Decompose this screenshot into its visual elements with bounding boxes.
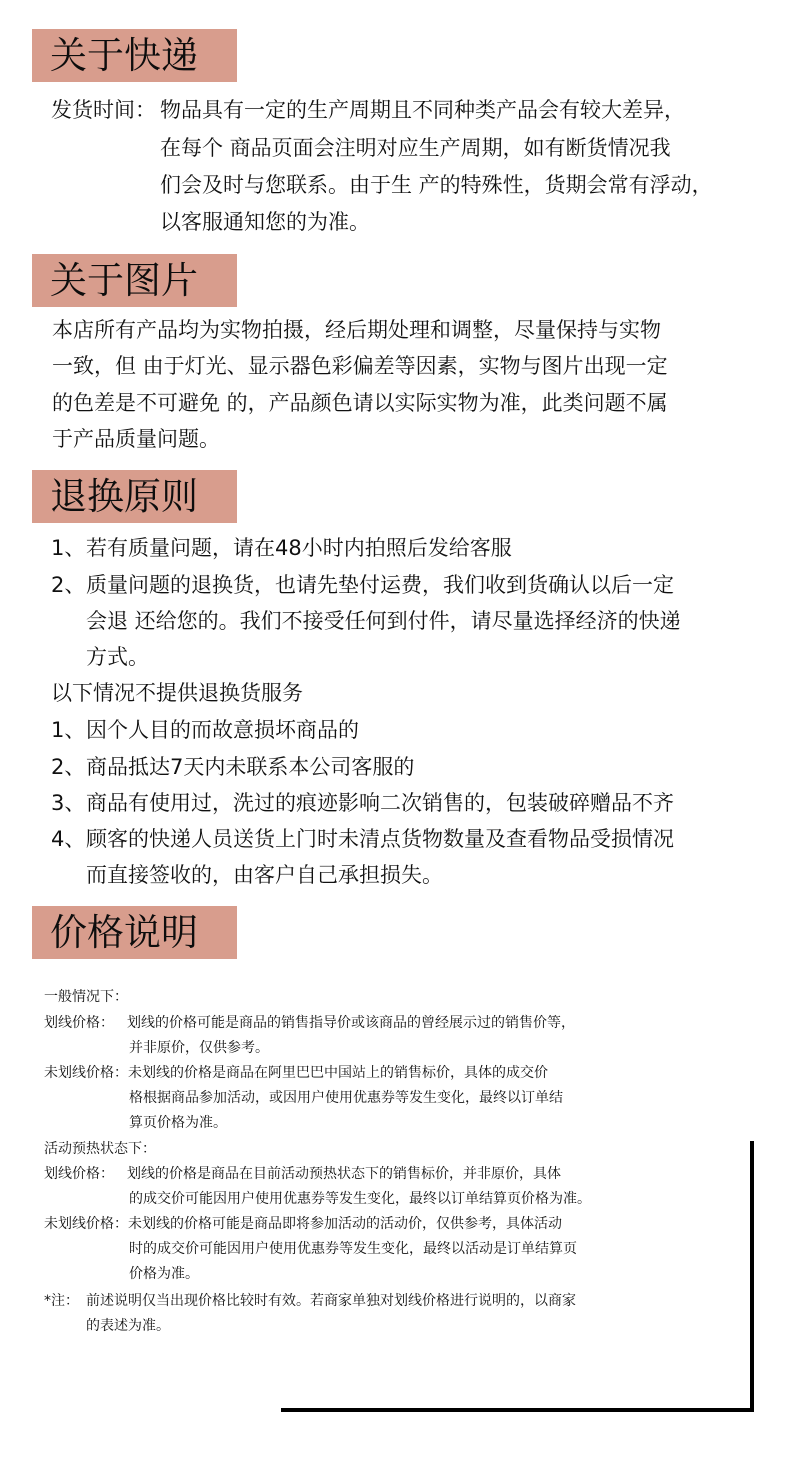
pricing-text: 格根据商品参加活动，或因用户使用优惠券等发生变化，最终以订单结 — [129, 1090, 563, 1106]
pricing-note-label: *注： — [44, 1293, 79, 1309]
exclusion-text: 商品有使用过，洗过的痕迹影响二次销售的，包装破碎赠品不齐 — [86, 791, 674, 815]
pricing-preheat-title: 活动预热状态下： — [44, 1141, 156, 1157]
return-rule-text: 方式。 — [86, 645, 149, 669]
pricing-text: 未划线的价格可能是商品即将参加活动的活动价，仅供参考，具体活动 — [128, 1216, 562, 1232]
section-header-returns: 退换原则 — [32, 470, 237, 523]
images-text-line: 本店所有产品均为实物拍摄，经后期处理和调整，尽量保持与实物 — [52, 318, 661, 342]
return-rule-text: 若有质量问题，请在48小时内拍照后发给客服 — [86, 536, 512, 560]
images-text-line: 于产品质量问题。 — [52, 427, 220, 451]
exclusion-number: 1、 — [51, 718, 86, 742]
section-header-pricing: 价格说明 — [32, 906, 237, 959]
return-rule-number: 2、 — [51, 573, 86, 597]
shipping-text-line: 以客服通知您的为准。 — [160, 210, 370, 234]
pricing-text: 时的成交价可能因用户使用优惠券等发生变化，最终以活动是订单结算页 — [129, 1241, 577, 1257]
pricing-note-text: 的表述为准。 — [86, 1318, 170, 1334]
images-text-line: 一致，但 由于灯光、显示器色彩偏差等因素，实物与图片出现一定 — [52, 354, 668, 378]
shipping-text-line: 物品具有一定的生产周期且不同种类产品会有较大差异， — [160, 98, 685, 122]
section-header-images: 关于图片 — [32, 254, 237, 307]
shipping-text-line: 们会及时与您联系。由于生 产的特殊性，货期会常有浮动， — [160, 173, 713, 197]
pricing-text: 并非原价，仅供参考。 — [129, 1040, 269, 1056]
shipping-label: 发货时间： — [51, 98, 156, 122]
pricing-text: 价格为准。 — [129, 1266, 199, 1282]
pricing-text: 算页价格为准。 — [129, 1115, 227, 1131]
return-rule-number: 1、 — [51, 536, 86, 560]
corner-bracket-horizontal — [281, 1408, 754, 1412]
exclusion-number: 3、 — [51, 791, 86, 815]
pricing-general-title: 一般情况下： — [44, 989, 128, 1005]
exclusion-number: 4、 — [51, 827, 86, 851]
exclusion-text: 顾客的快递人员送货上门时未清点货物数量及查看物品受损情况 — [86, 827, 674, 851]
exclusions-title: 以下情况不提供退换货服务 — [51, 681, 303, 705]
exclusion-text: 而直接签收的，由客户自己承担损失。 — [86, 863, 443, 887]
pricing-text: 划线的价格是商品在目前活动预热状态下的销售标价，并非原价，具体 — [127, 1166, 561, 1182]
pricing-text: 的成交价可能因用户使用优惠券等发生变化，最终以订单结算页价格为准。 — [129, 1191, 591, 1207]
pricing-label: 划线价格： — [44, 1166, 114, 1182]
pricing-label: 未划线价格： — [44, 1065, 128, 1081]
return-rule-text: 会退 还给您的。我们不接受任何到付件，请尽量选择经济的快递 — [86, 609, 681, 633]
exclusion-number: 2、 — [51, 755, 86, 779]
return-rule-text: 质量问题的退换货，也请先垫付运费，我们收到货确认以后一定 — [86, 573, 674, 597]
shipping-text-line: 在每个 商品页面会注明对应生产周期，如有断货情况我 — [160, 136, 671, 160]
section-header-shipping: 关于快递 — [32, 29, 237, 82]
pricing-text: 划线的价格可能是商品的销售指导价或该商品的曾经展示过的销售价等， — [127, 1015, 575, 1031]
pricing-label: 未划线价格： — [44, 1216, 128, 1232]
images-text-line: 的色差是不可避免 的，产品颜色请以实际实物为准，此类问题不属 — [52, 391, 668, 415]
corner-bracket-vertical — [750, 1141, 754, 1412]
pricing-note-text: 前述说明仅当出现价格比较时有效。若商家单独对划线价格进行说明的，以商家 — [86, 1293, 576, 1309]
pricing-text: 未划线的价格是商品在阿里巴巴中国站上的销售标价，具体的成交价 — [128, 1065, 548, 1081]
pricing-label: 划线价格： — [44, 1015, 114, 1031]
exclusion-text: 商品抵达7天内未联系本公司客服的 — [86, 755, 415, 779]
exclusion-text: 因个人目的而故意损坏商品的 — [86, 718, 359, 742]
